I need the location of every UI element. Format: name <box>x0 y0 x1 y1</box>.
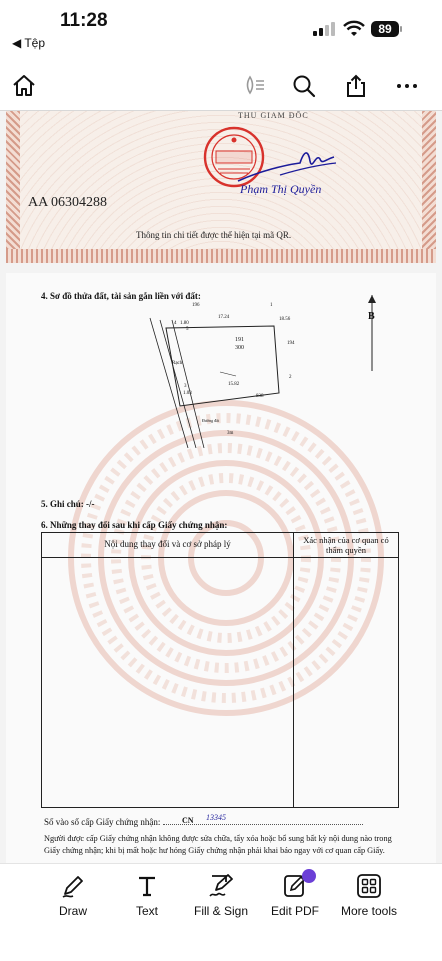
fill-sign-tool-label: Fill & Sign <box>193 904 249 918</box>
edit-pdf-tool-button[interactable] <box>255 872 335 918</box>
section-5-note: 5. Ghi chú: -/- <box>41 499 95 509</box>
pdf-page-1 <box>6 111 436 263</box>
signer-name: Phạm Thị Quyền <box>240 182 322 196</box>
table-header-changes: Nội dung thay đổi và cơ sở pháp lý <box>104 539 231 549</box>
draw-tool-label: Draw <box>58 904 87 918</box>
plot-road-label: Đường đất <box>202 418 220 423</box>
battery-tip <box>400 26 402 32</box>
text-tool-button[interactable] <box>107 872 187 918</box>
plot-point-1: 1 <box>270 303 273 308</box>
qr-code-note: Thông tin chi tiết được thể hiện tại mã QR. <box>136 230 292 240</box>
plot-point-3: 3 <box>184 384 187 389</box>
plot-dim-left-top: 1.80 <box>180 321 189 326</box>
plot-dim-top: 17.24 <box>218 315 230 320</box>
plot-parcel-area: 300 <box>235 345 244 351</box>
wifi-icon <box>343 20 365 38</box>
section-6-title: 6. Những thay đổi sau khi cấp Giấy chứng nhận: <box>41 520 228 530</box>
home-icon[interactable] <box>10 72 38 100</box>
share-icon[interactable] <box>342 72 370 100</box>
more-icon[interactable] <box>393 72 421 100</box>
pdf-document-view[interactable] <box>0 111 442 863</box>
plot-river-label: Rạch <box>172 361 183 366</box>
certificate-footnote: Người được cấp Giấy chứng nhận không được sửa chữa, tẩy xóa hoặc bổ sung bất kỳ nội dung nào trong Giấy chứng nhận; khi bị mất hoặc hư hỏng Giấy chứng nhận phải khai báo ngay với cơ quan cấp Giấy. <box>44 834 392 855</box>
draw-icon <box>59 872 87 900</box>
fill-sign-tool-button[interactable] <box>181 872 261 918</box>
premium-crown-icon <box>302 869 316 883</box>
back-to-files-link[interactable]: ◀ Tệp <box>12 36 46 50</box>
certificate-serial-number: AA 06304288 <box>28 195 107 210</box>
plot-dim-right: 18.56 <box>279 317 291 322</box>
edit-pdf-tool-label: Edit PDF <box>270 904 319 918</box>
more-tools-icon <box>355 872 383 900</box>
text-icon <box>133 872 161 900</box>
section-4-title: 4. Sơ đồ thửa đất, tài sản gắn liền với đất: <box>41 291 201 301</box>
draw-tool-button[interactable] <box>33 872 113 918</box>
status-bar <box>0 0 442 60</box>
register-number-line <box>44 813 363 827</box>
north-label: B <box>368 311 375 322</box>
handwritten-signature-icon <box>230 141 340 187</box>
plot-point-5: 5 <box>186 327 189 332</box>
more-tools-label: More tools <box>340 904 398 918</box>
pdf-page-2 <box>6 273 436 863</box>
fill-sign-icon <box>206 872 236 900</box>
register-label: Số vào sổ cấp Giấy chứng nhận: <box>44 817 161 827</box>
page-border-bottom <box>6 249 436 263</box>
changes-table <box>41 532 399 808</box>
table-header-divider <box>42 557 398 558</box>
page-border-left <box>6 111 20 263</box>
search-icon[interactable] <box>290 72 318 100</box>
bottom-tool-bar <box>0 863 442 961</box>
viewer-toolbar <box>0 62 442 111</box>
table-header-authority: Xác nhận của cơ quan có thẩm quyền <box>303 535 389 555</box>
plot-dim-bottom: 15.82 <box>228 382 240 387</box>
plot-dim-left-bottom: 1.03 <box>183 391 192 396</box>
plot-right-neighbor: 194 <box>287 341 295 346</box>
status-time: 11:28 <box>60 10 108 31</box>
plot-bottom-neighbor: 838 <box>256 394 264 399</box>
more-tools-button[interactable] <box>329 872 409 918</box>
register-prefix: CN <box>182 816 194 825</box>
read-aloud-icon[interactable] <box>240 72 268 100</box>
plot-top-neighbor: 196 <box>192 303 200 308</box>
text-tool-label: Text <box>135 904 158 918</box>
plot-point-2: 2 <box>289 375 292 380</box>
register-number: 13345 <box>206 813 226 822</box>
land-parcel-diagram <box>136 298 296 448</box>
plot-parcel-number: 191 <box>235 337 244 343</box>
north-arrow-icon <box>362 293 382 373</box>
table-column-divider <box>293 533 294 807</box>
office-heading: THU GIAM ĐỐC <box>238 111 309 120</box>
battery-indicator: 89 <box>371 21 399 37</box>
page-border-right <box>422 111 436 263</box>
cellular-signal-icon <box>313 22 335 36</box>
plot-road-width: 3m <box>227 431 234 436</box>
plot-point-4: 4 <box>174 321 177 326</box>
